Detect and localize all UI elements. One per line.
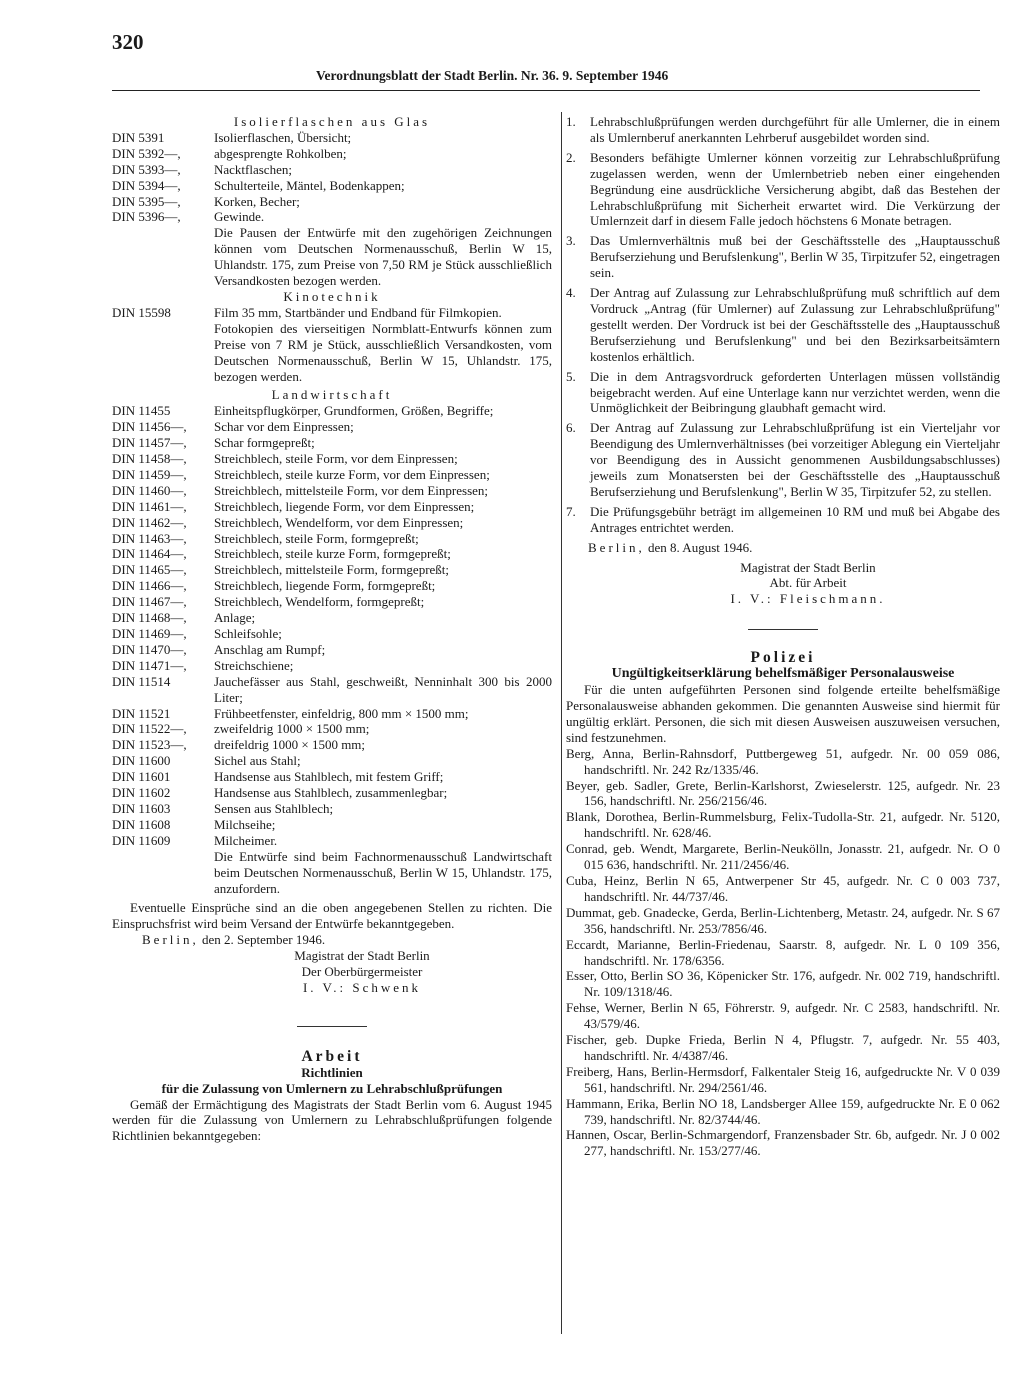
din-number: DIN 11609 — [112, 832, 171, 848]
din-number: DIN 11467—, — [112, 594, 187, 610]
rule-item — [566, 504, 1000, 536]
din-number: DIN 11471—, — [112, 657, 187, 673]
person-entry: Berg, Anna, Berlin-Rahnsdorf, Puttbergeweg 51, aufgedr. Nr. 00 059 086, handschriftl. Nr. 242 Rz/1335/46. — [566, 745, 1000, 777]
din-number: DIN 5392—, — [112, 145, 181, 161]
section-separator — [297, 1026, 367, 1027]
din-entry — [112, 785, 552, 801]
signature-org: Magistrat der Stadt Berlin — [294, 948, 430, 964]
signature-dept: Abt. für Arbeit — [769, 575, 847, 591]
rule-text: Die in dem Antragsvordruck geforderten Unterlagen müssen vollständig beigebracht werden. Auf eine Unterlage kann nur verzichtet werden, wenn die Unmöglichkeit der Beibringung glaubhaft gemacht wird. — [590, 368, 1000, 416]
rule-text: Der Antrag auf Zulassung zur Lehrabschlußprüfung ist ein Vierteljahr vor Beendigung des Umlernverhältnisses (bei vorzeitiger Ablegung ein Vierteljahr vor Beendigung des in Aussicht genommenen Ausbildungsabschlusses) jeweils zum Monatsersten bei der Geschäftsstelle des „Hauptausschuß Berufserziehung und Berufslenkung", Berlin W 35, Tirpitzufer 52, zu stellen. — [590, 420, 1000, 499]
din-title: Streichblech, steile Form, vor dem Einpressen; — [214, 451, 458, 467]
din-title: Streichblech, liegende Form, vor dem Einpressen; — [214, 498, 475, 514]
din-title: zweifeldrig 1000 × 1500 mm; — [214, 721, 370, 737]
right-column — [566, 114, 1000, 1159]
din-entry — [112, 626, 552, 642]
din-number: DIN 5391 — [112, 129, 165, 145]
din-number: DIN 11463—, — [112, 530, 187, 546]
polizei-subtitle: Ungültigkeitserklärung behelfsmäßiger Personalausweise — [611, 666, 955, 682]
din-entry — [112, 562, 552, 578]
section-separator — [748, 629, 818, 630]
din-number: DIN 11470—, — [112, 641, 187, 657]
din-list-land — [112, 403, 552, 848]
din-number: DIN 11521 — [112, 705, 171, 721]
left-column — [112, 114, 552, 1144]
din-entry — [112, 642, 552, 658]
din-number: DIN 11601 — [112, 769, 171, 785]
din-title: Nacktflaschen; — [214, 161, 292, 177]
din-title: Jauchefässer aus Stahl, geschweißt, Nenninhalt 300 bis 2000 Liter; — [214, 673, 552, 705]
din-entry — [112, 721, 552, 737]
din-entry — [112, 817, 552, 833]
din-entry — [112, 146, 552, 162]
rule-number: 1. — [566, 114, 576, 129]
header-rule — [112, 90, 980, 91]
din-number: DIN 11522—, — [112, 721, 187, 737]
din-number: DIN 11460—, — [112, 482, 187, 498]
date-text: den 2. September 1946. — [202, 932, 326, 948]
din-title: Handsense aus Stahlblech, zusammenlegbar; — [214, 785, 448, 801]
din-number: DIN 11523—, — [112, 737, 187, 753]
din-title: Frühbeetfenster, einfeldrig, 800 mm × 1500 mm; — [214, 705, 469, 721]
din-entry — [112, 305, 552, 321]
din-title: Film 35 mm, Startbänder und Endband für Filmkopien. — [214, 304, 502, 320]
din-entry — [112, 130, 552, 146]
din-title: Schulterteile, Mäntel, Bodenkappen; — [214, 177, 405, 193]
din-number: DIN 11458—, — [112, 451, 187, 467]
din-number: DIN 5395—, — [112, 193, 181, 209]
rule-item — [566, 114, 1000, 146]
din-entry — [112, 706, 552, 722]
din-title: Streichblech, mittelsteile Form, formgepreßt; — [214, 562, 450, 578]
din-number: DIN 15598 — [112, 304, 171, 320]
din-entry — [112, 801, 552, 817]
din-entry — [112, 578, 552, 594]
din-entry — [112, 515, 552, 531]
rule-number: 4. — [566, 285, 576, 301]
date-text: den 8. August 1946. — [648, 539, 753, 555]
rule-item — [566, 150, 1000, 230]
din-title: Streichblech, steile kurze Form, vor dem Einpressen; — [214, 466, 490, 482]
page-number: 320 — [112, 30, 144, 54]
person-entry: Cuba, Heinz, Berlin N 65, Antwerpener Str 45, aufgedr. Nr. C 0 003 737, handschriftl. Nr. 44/737/46. — [566, 872, 1000, 904]
rule-text: Besonders befähigte Umlerner können vorzeitig zur Lehrabschlußprüfung zugelassen werden, wenn der Umlernbetrieb neben einer eingehenden Begründung eine ausdrückliche Versicherung abgibt, daß das Bestehen der Lehrabschlußprüfung mit Sicherheit erwartet wird. Die Verkürzung der Umlernzeit darf in diesem Falle jedoch höchstens 6 Monate betragen. — [590, 149, 1000, 229]
din-title: Streichblech, mittelsteile Form, vor dem Einpressen; — [214, 482, 489, 498]
din-number: DIN 11468—, — [112, 610, 187, 626]
section-title-polizei: Polizei — [750, 649, 816, 667]
person-entry: Freiberg, Hans, Berlin-Hermsdorf, Falkentaler Steig 16, aufgedruckte Nr. V 0 039 561, handschriftl. Nr. 294/2561/46. — [566, 1063, 1000, 1095]
din-entry — [112, 419, 552, 435]
din-title: Schar vor dem Einpressen; — [214, 419, 354, 435]
date-line — [112, 932, 552, 948]
section-title-arbeit: Arbeit — [301, 1047, 363, 1065]
din-title: Streichblech, steile Form, formgepreßt; — [214, 530, 419, 546]
din-number: DIN 11602 — [112, 785, 171, 801]
einspruch-paragraph: Eventuelle Einsprüche sind an die oben angegebenen Stellen zu richten. Die Einspruchsfrist wird beim Versand der Entwürfe bekanntgegeben. — [112, 900, 552, 932]
din-number: DIN 11603 — [112, 800, 171, 816]
din-entry — [112, 833, 552, 849]
rule-number: 7. — [566, 503, 576, 519]
din-entry — [112, 162, 552, 178]
din-number: DIN 11456—, — [112, 419, 187, 435]
din-title: Milchseihe; — [214, 816, 276, 832]
section-heading-glas: Isolierflaschen aus Glas — [233, 114, 431, 129]
din-entry — [112, 209, 552, 225]
din-entry — [112, 403, 552, 419]
signature-role: Der Oberbürgermeister — [301, 964, 423, 980]
din-number: DIN 11457—, — [112, 435, 187, 451]
din-number: DIN 11514 — [112, 673, 171, 689]
din-entry — [112, 769, 552, 785]
person-entry: Hammann, Erika, Berlin NO 18, Landsberger Allee 159, aufgedruckte Nr. E 0 062 739, handschriftl. Nr. 82/3744/46. — [566, 1095, 1000, 1127]
din-number: DIN 5396—, — [112, 209, 181, 225]
din-title: Streichblech, Wendelform, formgepreßt; — [214, 594, 425, 610]
rule-text: Lehrabschlußprüfungen werden durchgeführt für alle Umlerner, die in einem als Umlernberuf anerkannten Lehrberuf ausgebildet worden sind. — [590, 114, 1000, 145]
din-number: DIN 11466—, — [112, 578, 187, 594]
person-entry: Fehse, Werner, Berlin N 65, Föhrerstr. 9, aufgedr. Nr. C 2583, handschriftl. Nr. 43/579/46. — [566, 1000, 1000, 1032]
din-entry — [112, 674, 552, 706]
din-entry — [112, 753, 552, 769]
date-line — [566, 540, 1000, 556]
rule-item — [566, 285, 1000, 365]
din-title: Streichblech, steile kurze Form, formgepreßt; — [214, 546, 451, 562]
rule-number: 3. — [566, 233, 576, 249]
din-title: Einheitspflugkörper, Grundformen, Größen, Begriffe; — [214, 403, 494, 419]
din-entry — [112, 178, 552, 194]
din-number: DIN 11600 — [112, 753, 171, 769]
din-list-glas — [112, 130, 552, 225]
din-number: DIN 11469—, — [112, 626, 187, 641]
column-divider — [561, 112, 562, 1334]
section-heading-kino: Kinotechnik — [283, 288, 381, 304]
din-title: abgesprengte Rohkolben; — [214, 145, 347, 161]
din-title: Streichschiene; — [214, 657, 294, 673]
din-entry — [112, 737, 552, 753]
din-number: DIN 11455 — [112, 403, 171, 419]
din-number: DIN 11459—, — [112, 466, 187, 482]
person-entry: Eccardt, Marianne, Berlin-Friedenau, Saarstr. 8, aufgedr. Nr. L 0 109 356, handschriftl. Nr. 178/6356. — [566, 936, 1000, 968]
din-entry — [112, 594, 552, 610]
din-number: DIN 11465—, — [112, 562, 187, 578]
signature-name: I. V.: Fleischmann. — [730, 591, 886, 607]
rule-text: Die Prüfungsgebühr beträgt im allgemeinen 10 RM und muß bei Abgabe des Antrages entrichtet werden. — [590, 503, 1000, 535]
rule-number: 5. — [566, 368, 576, 384]
person-entry: Beyer, geb. Sadler, Grete, Berlin-Karlshorst, Zwieselerstr. 125, aufgedr. Nr. 23 156, handschriftl. Nr. 256/2156/46. — [566, 777, 1000, 809]
rule-text: Das Umlernverhältnis muß bei der Geschäftsstelle des „Hauptausschuß Berufserziehung und Berufslenkung", Berlin W 35, Tirpitzufer 52, eingetragen sein. — [590, 233, 1000, 281]
person-entry: Dummat, geb. Gnadecke, Gerda, Berlin-Lichtenberg, Metastr. 24, aufgedr. Nr. S 67 356, handschriftl. Nr. 253/7856/46. — [566, 904, 1000, 936]
din-title: Gewinde. — [214, 209, 265, 225]
din-title: Schleifsohle; — [214, 626, 282, 641]
din-title: Sensen aus Stahlblech; — [214, 800, 334, 816]
din-entry — [112, 531, 552, 547]
rule-number: 2. — [566, 149, 576, 165]
richtlinien-title: Richtlinien — [301, 1064, 363, 1080]
date-place: Berlin, — [142, 932, 199, 948]
note-kino: Fotokopien des vierseitigen Normblatt-Entwurfs können zum Preise von 7 RM je Stück, ausschließlich Versandkosten, vom Deutschen Normenausschuß, Berlin W 15, Uhlandstr. 175, bezogen werden. — [214, 320, 552, 384]
din-title: Korken, Becher; — [214, 193, 300, 209]
note-land: Die Entwürfe sind beim Fachnormenausschuß Landwirtschaft beim Deutschen Normenausschuß, Berlin W 15, Uhlandstr. 175, anzufordern. — [214, 848, 552, 896]
din-number: DIN 5394—, — [112, 177, 181, 193]
din-title: dreifeldrig 1000 × 1500 mm; — [214, 737, 366, 753]
din-number: DIN 11464—, — [112, 546, 187, 562]
date-place: Berlin, — [588, 539, 645, 555]
rule-item — [566, 420, 1000, 500]
din-title: Anlage; — [214, 610, 256, 626]
din-title: Handsense aus Stahlblech, mit festem Griff; — [214, 769, 444, 785]
rule-text: Der Antrag auf Zulassung zur Lehrabschlußprüfung muß schriftlich auf dem Vordruck „Antrag (für Umlerner) auf Zulassung zur Lehrabschlußprüfung" gestellt werden. Der Vordruck ist bei der Geschäftsstelle des „Hauptausschuß Berufserziehung und Berufslenkung" und bei den Bezirksarbeitsämtern kostenlos erhältlich. — [590, 285, 1000, 364]
richtlinien-intro: Gemäß der Ermächtigung des Magistrats der Stadt Berlin vom 6. August 1945 werden für die Zulassung von Umlernern zu Lehrabschlußprüfungen folgende Richtlinien bekanntgegeben: — [112, 1096, 552, 1144]
person-entry: Esser, Otto, Berlin SO 36, Köpenicker Str. 176, aufgedr. Nr. 002 719, handschriftl. Nr. 109/1318/46. — [566, 968, 1000, 1000]
din-entry — [112, 451, 552, 467]
person-entry: Hannen, Oscar, Berlin-Schmargendorf, Franzensbader Str. 6b, aufgedr. Nr. J 0 002 277, handschriftl. Nr. 153/277/46. — [566, 1127, 1000, 1159]
rule-number: 6. — [566, 420, 576, 436]
richtlinien-subtitle: für die Zulassung von Umlernern zu Lehrabschlußprüfungen — [161, 1080, 503, 1096]
din-entry — [112, 467, 552, 483]
person-entry: Blank, Dorothea, Berlin-Rummelsburg, Felix-Tudolla-Str. 21, aufgedr. Nr. 5120, handschriftl. Nr. 628/46. — [566, 809, 1000, 841]
note-glas: Die Pausen der Entwürfe mit den zugehörigen Zeichnungen können vom Deutschen Normenausschuß, Berlin W 15, Uhlandstr. 175, zum Preise von 7,50 RM je Stück ausschließlich Versandkosten bezogen werden. — [214, 225, 552, 289]
persons-list — [566, 746, 1000, 1160]
din-entry — [112, 435, 552, 451]
rule-item — [566, 233, 1000, 281]
din-title: Isolierflaschen, Übersicht; — [214, 129, 352, 145]
din-title: Sichel aus Stahl; — [214, 753, 301, 769]
rules-list — [566, 114, 1000, 536]
din-title: Streichblech, liegende Form, formgepreßt; — [214, 578, 436, 594]
din-title: Streichblech, Wendelform, vor dem Einpressen; — [214, 514, 464, 530]
din-title: Schar formgepreßt; — [214, 435, 315, 451]
din-number: DIN 11461—, — [112, 498, 187, 514]
din-number: DIN 11608 — [112, 816, 171, 832]
polizei-intro: Für die unten aufgeführten Personen sind folgende erteilte behelfsmäßige Personalausweise abhanden gekommen. Die genannten Ausweise sind hiermit für ungültig erklärt. Personen, die sich mit diesen Ausweisen auszuweisen versuchen, sind festzunehmen. — [566, 682, 1000, 745]
din-title: Anschlag am Rumpf; — [214, 641, 326, 657]
signature-org: Magistrat der Stadt Berlin — [740, 559, 876, 575]
section-heading-land: Landwirtschaft — [271, 387, 393, 403]
din-entry — [112, 194, 552, 210]
din-entry — [112, 483, 552, 499]
person-entry: Conrad, geb. Wendt, Margarete, Berlin-Neukölln, Jonasstr. 21, aufgedr. Nr. O 0 015 636, handschriftl. Nr. 211/2456/46. — [566, 841, 1000, 873]
din-entry — [112, 610, 552, 626]
din-entry — [112, 546, 552, 562]
din-number: DIN 11462—, — [112, 514, 187, 530]
running-title: Verordnungsblatt der Stadt Berlin. Nr. 36. 9. September 1946 — [316, 68, 669, 83]
person-entry: Fischer, geb. Dupke Frieda, Berlin N 4, Pflugstr. 7, aufgedr. Nr. 55 403, handschriftl. Nr. 4/4387/46. — [566, 1032, 1000, 1063]
signature-name: I. V.: Schwenk — [302, 979, 422, 995]
rule-item — [566, 369, 1000, 417]
din-number: DIN 5393—, — [112, 161, 181, 177]
din-title: Milcheimer. — [214, 832, 278, 848]
din-entry — [112, 658, 552, 674]
din-entry — [112, 499, 552, 515]
